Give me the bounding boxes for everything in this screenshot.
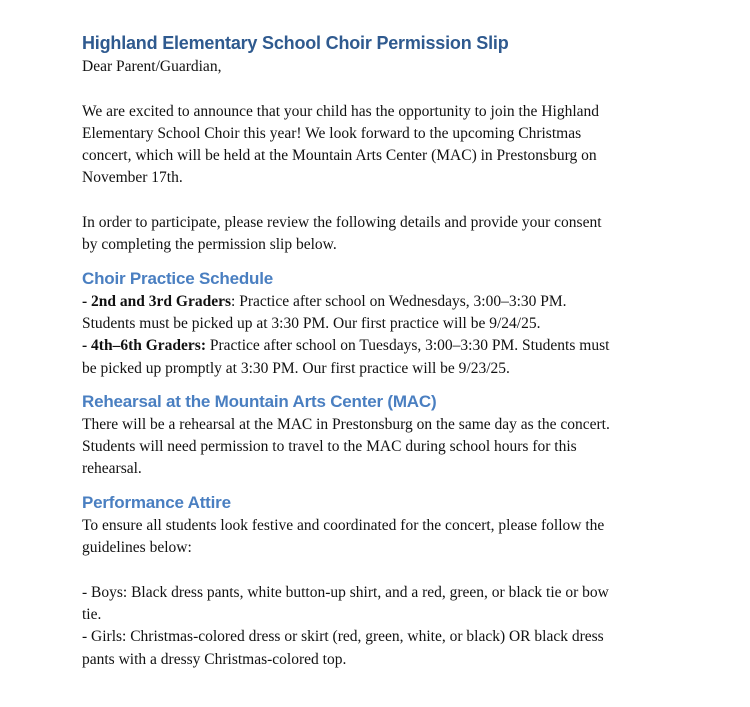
consent-line: by completing the permission slip below. (82, 236, 337, 254)
rehearsal-line: Students will need permission to travel to the MAC during school hours for this (82, 438, 577, 456)
grade-label: 2nd and 3rd Graders (91, 292, 232, 310)
schedule-text: Practice after school on Tuesdays, 3:00–3:30 PM. Students must (206, 337, 610, 355)
schedule-text-continued: be picked up promptly at 3:30 PM. Our first practice will be 9/23/25. (82, 359, 510, 377)
attire-boys: - Boys: Black dress pants, white button-up shirt, and a red, green, or black tie or bow (82, 583, 609, 601)
intro-line: concert, which will be held at the Mountain Arts Center (MAC) in Prestonsburg on (82, 147, 597, 165)
document-title: Highland Elementary School Choir Permission Slip (82, 33, 509, 53)
attire-girls: - Girls: Christmas-colored dress or skirt (red, green, white, or black) OR black dress (82, 628, 604, 646)
consent-paragraph (82, 212, 682, 257)
document-page (82, 30, 682, 671)
intro-paragraph (82, 101, 682, 190)
spacer (82, 380, 682, 390)
spacer (82, 257, 682, 267)
spacer (82, 481, 682, 491)
rehearsal-line: rehearsal. (82, 460, 142, 478)
schedule-section (82, 267, 682, 380)
schedule-text: : Practice after school on Wednesdays, 3:00–3:30 PM. (231, 292, 567, 310)
attire-boys-continued: tie. (82, 605, 102, 623)
grade-label: 4th–6th Graders: (91, 337, 206, 355)
rehearsal-line: There will be a rehearsal at the MAC in Prestonsburg on the same day as the concert. (82, 415, 610, 433)
spacer (82, 190, 682, 212)
schedule-text-continued: Students must be picked up at 3:30 PM. Our first practice will be 9/24/25. (82, 314, 541, 332)
list-dash: - (82, 337, 92, 355)
intro-line: November 17th. (82, 169, 183, 187)
section-heading-attire: Performance Attire (82, 492, 231, 512)
section-heading-rehearsal: Rehearsal at the Mountain Arts Center (MAC) (82, 391, 437, 411)
attire-intro-line: To ensure all students look festive and coordinated for the concert, please follow the (82, 516, 605, 534)
attire-intro-line: guidelines below: (82, 539, 192, 557)
spacer (82, 559, 682, 581)
schedule-item-2nd-3rd (82, 291, 682, 313)
greeting: Dear Parent/Guardian, (82, 58, 222, 75)
rehearsal-section (82, 390, 682, 481)
list-dash: - (82, 292, 92, 310)
spacer (82, 78, 682, 100)
section-heading-schedule: Choir Practice Schedule (82, 268, 273, 288)
attire-section (82, 491, 682, 671)
schedule-item-4th-6th (82, 335, 682, 357)
consent-line: In order to participate, please review the following details and provide your consent (82, 214, 602, 232)
attire-girls-continued: pants with a dressy Christmas-colored top. (82, 650, 347, 668)
intro-line: We are excited to announce that your child has the opportunity to join the Highland (82, 102, 600, 120)
intro-line: Elementary School Choir this year! We look forward to the upcoming Christmas (82, 124, 582, 142)
